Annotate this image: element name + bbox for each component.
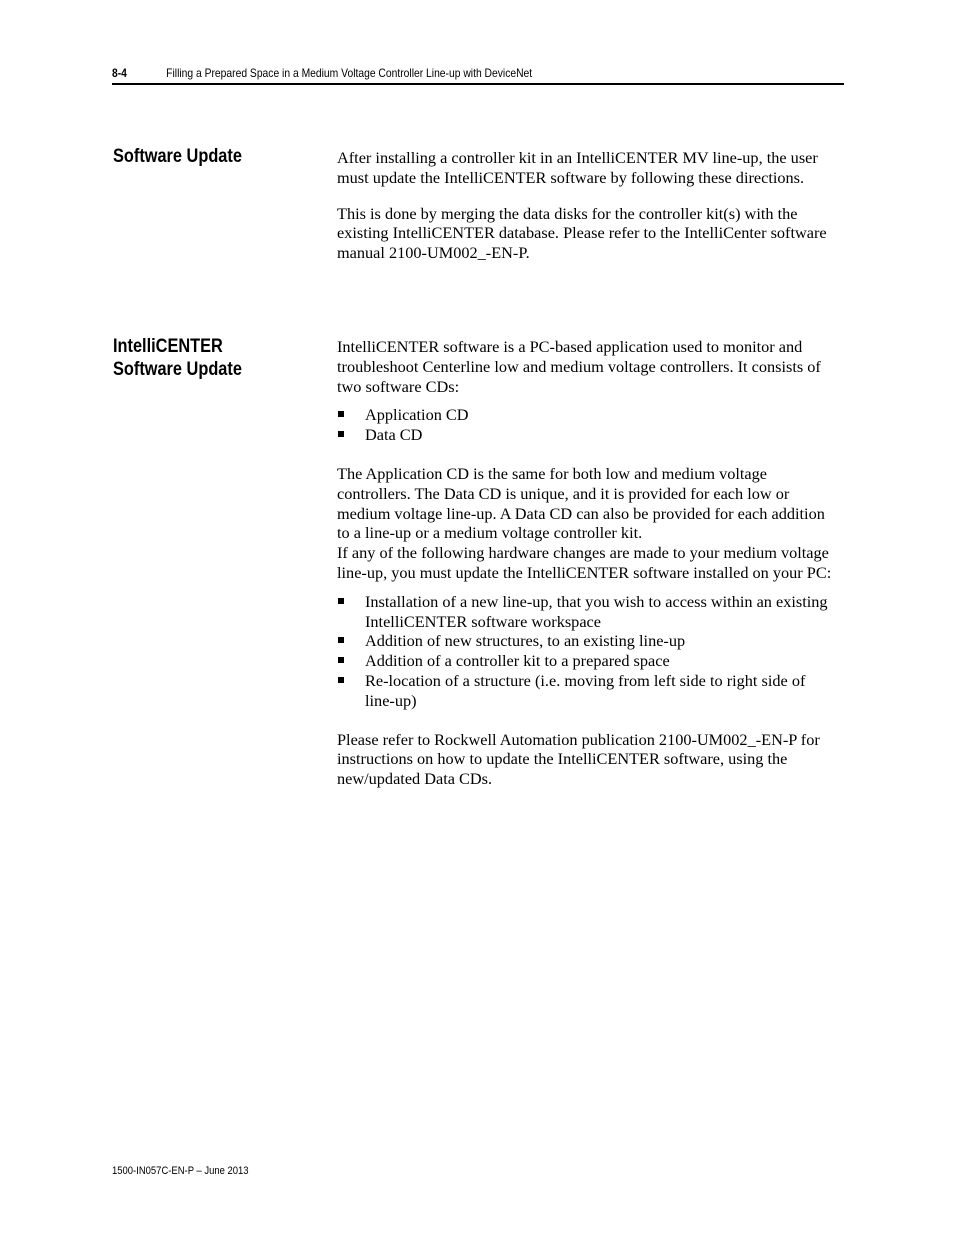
list-item: Data CD [337,425,837,445]
heading-line: IntelliCENTER [113,336,223,357]
paragraph: This is done by merging the data disks for the controller kit(s) with the existing IntelliCENTER database. Please refer to the IntelliCenter software manual 2100-UM002_-EN-P. [337,203,827,263]
list-item: Re-location of a structure (i.e. moving from left side to right side of line-up) [337,671,837,711]
section-heading-intellicenter-software-update [113,335,242,381]
list-item: Application CD [337,405,837,425]
section-body-intellicenter-software-update [337,337,837,789]
cd-list [337,405,837,445]
page-header [112,66,742,80]
page-number: 8-4 [112,66,127,80]
chapter-title: Filling a Prepared Space in a Medium Voltage Controller Line-up with DeviceNet [166,66,533,80]
publication-number: 1500-IN057C-EN-P – June 2013 [112,1165,249,1177]
list-item: Addition of new structures, to an existing line-up [337,631,837,651]
paragraph-intro: IntelliCENTER software is a PC-based application used to monitor and troubleshoot Centerline low and medium voltage controllers. It consists of two software CDs: [337,337,821,396]
paragraph-application-cd: The Application CD is the same for both low and medium voltage controllers. The Data CD is unique, and it is provided for each low or medium voltage line-up. A Data CD can also be provided for each addition to a line-up or a medium voltage controller kit. [337,463,825,543]
paragraph-refer: Please refer to Rockwell Automation publication 2100-UM002_-EN-P for instructions on how to update the IntelliCENTER software, using the new/updated Data CDs. [337,729,820,789]
page-footer [112,1165,249,1177]
section-body-software-update [337,148,837,263]
list-item: Addition of a controller kit to a prepared space [337,651,837,671]
paragraph-hardware-changes: If any of the following hardware changes are made to your medium voltage line-up, you must update the IntelliCENTER software installed on your PC: [337,543,832,582]
list-item: Installation of a new line-up, that you wish to access within an existing IntelliCENTER software workspace [337,592,837,632]
heading-line: Software Update [113,146,242,167]
header-rule [112,83,844,85]
hardware-change-list [337,592,837,711]
section-heading-software-update [113,145,242,168]
paragraph: After installing a controller kit in an IntelliCENTER MV line-up, the user must update the IntelliCENTER software by following these directions. [337,148,818,187]
heading-line: Software Update [113,359,242,380]
